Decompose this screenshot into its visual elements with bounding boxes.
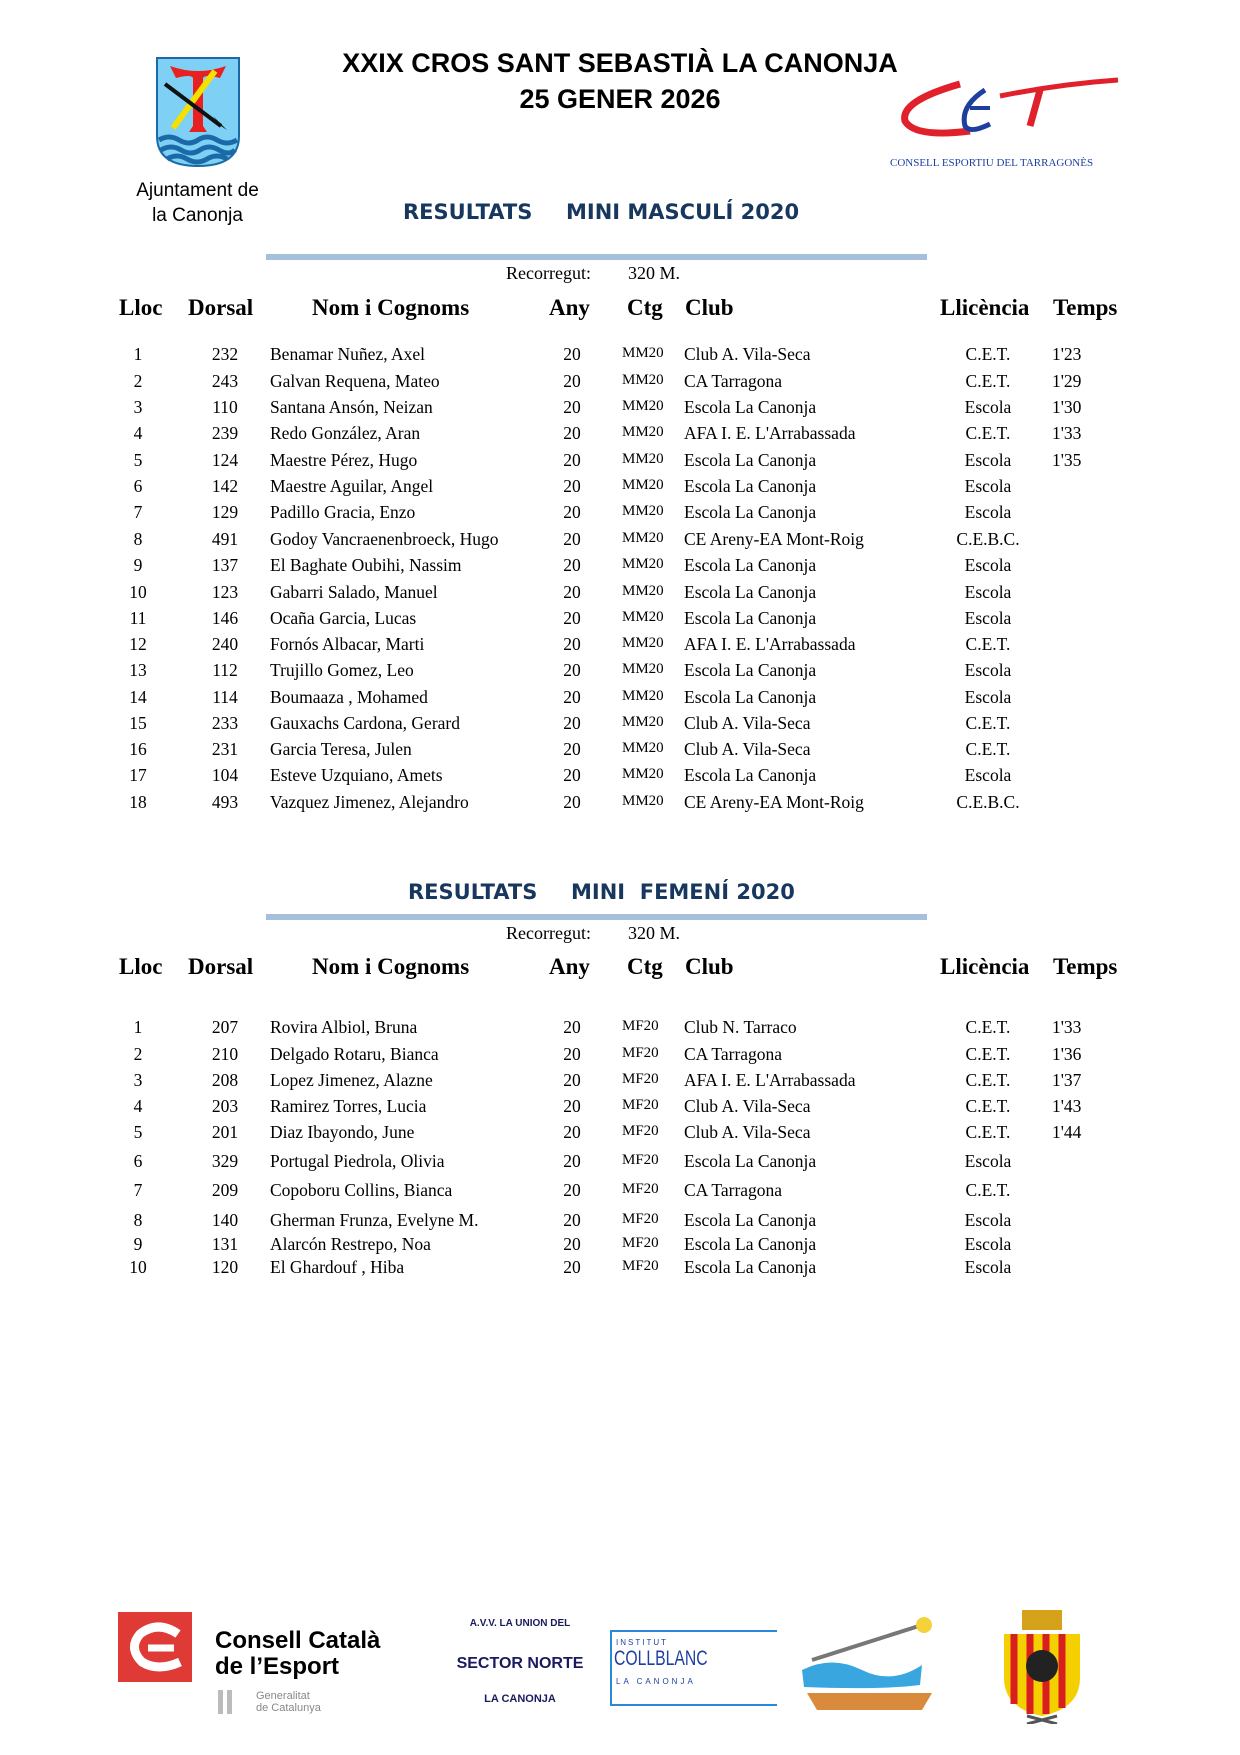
cell-club: CA Tarragona — [684, 1180, 783, 1200]
cell-category: MF20 — [622, 1181, 659, 1197]
column-header-dorsal: Dorsal — [188, 295, 254, 320]
cell-athlete-name: Redo González, Aran — [270, 423, 421, 443]
column-header-club: Club — [685, 954, 734, 979]
cell-category: MM20 — [622, 372, 664, 388]
cell-club: Club A. Vila-Seca — [684, 1122, 811, 1142]
sector-norte-mid: SECTOR NORTE — [456, 1655, 584, 1672]
cell-place: 15 — [129, 713, 147, 733]
cell-year: 20 — [563, 1180, 581, 1200]
table-row — [0, 687, 1240, 711]
cell-category: MM20 — [622, 583, 664, 599]
cell-time: 1'33 — [1052, 1017, 1082, 1037]
cell-club: Escola La Canonja — [684, 582, 817, 602]
cell-year: 20 — [563, 713, 581, 733]
cell-category: MM20 — [622, 661, 664, 677]
column-header-ctg: Ctg — [627, 295, 663, 320]
cell-bib: 493 — [211, 792, 239, 812]
cell-license: Escola — [964, 1257, 1012, 1277]
route-label: Recorregut: — [506, 263, 591, 283]
cell-club: Escola La Canonja — [684, 1210, 817, 1230]
cell-club: AFA I. E. L'Arrabassada — [684, 423, 856, 443]
cell-place: 2 — [133, 371, 143, 391]
cell-category: MM20 — [622, 766, 664, 782]
cell-time: 1'37 — [1052, 1070, 1082, 1090]
section-label: RESULTATS — [408, 880, 538, 904]
cell-athlete-name: Boumaaza , Mohamed — [270, 687, 428, 707]
column-header-club: Club — [685, 295, 734, 320]
cell-place: 5 — [133, 450, 143, 470]
cell-license: C.E.T. — [965, 423, 1011, 443]
column-header-lloc: Lloc — [119, 954, 163, 979]
cell-year: 20 — [563, 529, 581, 549]
cell-year: 20 — [563, 1017, 581, 1037]
cell-bib: 110 — [212, 397, 238, 417]
collblanc-bottom: LA CANONJA — [616, 1677, 696, 1686]
cell-year: 20 — [563, 608, 581, 628]
cell-year: 20 — [563, 555, 581, 575]
cell-place: 10 — [129, 582, 147, 602]
cell-license: Escola — [964, 502, 1012, 522]
cell-club: Escola La Canonja — [684, 1257, 817, 1277]
cell-place: 3 — [133, 397, 143, 417]
cell-license: C.E.B.C. — [956, 529, 1020, 549]
cell-bib: 491 — [211, 529, 239, 549]
cell-place: 17 — [129, 765, 147, 785]
cell-athlete-name: Maestre Pérez, Hugo — [270, 450, 418, 470]
section-divider — [266, 254, 927, 260]
cell-category: MM20 — [622, 609, 664, 625]
cell-place: 7 — [133, 1180, 143, 1200]
cell-year: 20 — [563, 344, 581, 364]
cell-place: 3 — [133, 1070, 143, 1090]
cell-category: MM20 — [622, 793, 664, 809]
cell-club: Escola La Canonja — [684, 502, 817, 522]
column-header-llicencia: Llicència — [940, 295, 1030, 320]
cell-place: 18 — [129, 792, 147, 812]
cell-place: 1 — [133, 344, 143, 364]
consell-line1: Consell Català — [215, 1627, 381, 1654]
column-header-dorsal: Dorsal — [188, 954, 254, 979]
collblanc-mid: COLLBLANC — [614, 1647, 708, 1670]
cell-athlete-name: Delgado Rotaru, Bianca — [270, 1044, 439, 1064]
column-header-temps: Temps — [1053, 295, 1118, 320]
cell-category: MF20 — [622, 1235, 659, 1251]
cell-license: Escola — [964, 476, 1012, 496]
cell-license: C.E.T. — [965, 371, 1011, 391]
cell-year: 20 — [563, 1122, 581, 1142]
cell-bib: 142 — [211, 476, 239, 496]
cell-category: MM20 — [622, 740, 664, 756]
canonja-emblem-logo — [792, 1615, 942, 1715]
table-row — [0, 529, 1240, 553]
cell-club: Escola La Canonja — [684, 450, 817, 470]
cell-license: C.E.T. — [965, 1017, 1011, 1037]
section-label: RESULTATS — [403, 200, 533, 224]
cell-category: MF20 — [622, 1258, 659, 1274]
cell-place: 6 — [133, 1151, 143, 1171]
cell-club: Escola La Canonja — [684, 397, 817, 417]
cell-category: MF20 — [622, 1045, 659, 1061]
cell-year: 20 — [563, 660, 581, 680]
cell-year: 20 — [563, 502, 581, 522]
cell-club: Escola La Canonja — [684, 608, 817, 628]
column-header-name: Nom i Cognoms — [312, 295, 470, 320]
cell-club: Escola La Canonja — [684, 555, 817, 575]
cell-category: MF20 — [622, 1211, 659, 1227]
cell-license: Escola — [964, 397, 1012, 417]
cell-bib: 203 — [211, 1096, 239, 1116]
cell-license: Escola — [964, 1210, 1012, 1230]
cell-place: 8 — [133, 1210, 143, 1230]
table-row — [0, 371, 1240, 395]
cell-bib: 240 — [211, 634, 239, 654]
table-row — [0, 582, 1240, 606]
cell-athlete-name: Portugal Piedrola, Olivia — [270, 1151, 445, 1171]
cell-place: 11 — [129, 608, 147, 628]
cell-year: 20 — [563, 687, 581, 707]
cell-year: 20 — [563, 739, 581, 759]
cell-bib: 120 — [211, 1257, 239, 1277]
collblanc-logo — [610, 1630, 777, 1706]
consell-catala-text — [215, 1628, 380, 1680]
cell-place: 2 — [133, 1044, 143, 1064]
cell-license: C.E.T. — [965, 739, 1011, 759]
cell-bib: 209 — [211, 1180, 239, 1200]
cell-year: 20 — [563, 792, 581, 812]
table-row — [0, 476, 1240, 500]
cell-athlete-name: Galvan Requena, Mateo — [270, 371, 440, 391]
cell-category: MM20 — [622, 635, 664, 651]
cell-category: MM20 — [622, 424, 664, 440]
collblanc-top: INSTITUT — [616, 1638, 668, 1647]
cell-bib: 140 — [211, 1210, 239, 1230]
cell-license: C.E.T. — [965, 713, 1011, 733]
cell-athlete-name: Diaz Ibayondo, June — [270, 1122, 415, 1142]
cell-club: AFA I. E. L'Arrabassada — [684, 1070, 856, 1090]
cell-place: 12 — [129, 634, 147, 654]
table-row — [0, 1070, 1240, 1094]
cell-athlete-name: Ocaña Garcia, Lucas — [270, 608, 417, 628]
column-header-temps: Temps — [1053, 954, 1118, 979]
table-row — [0, 1122, 1240, 1146]
cell-license: C.E.T. — [965, 1044, 1011, 1064]
sector-norte-bottom: LA CANONJA — [484, 1693, 556, 1705]
cell-athlete-name: Benamar Nuñez, Axel — [270, 344, 426, 364]
cell-license: C.E.T. — [965, 1096, 1011, 1116]
cell-year: 20 — [563, 450, 581, 470]
cell-bib: 207 — [211, 1017, 239, 1037]
cell-place: 9 — [133, 1234, 143, 1254]
cell-category: MM20 — [622, 688, 664, 704]
cell-category: MF20 — [622, 1097, 659, 1113]
cell-bib: 210 — [211, 1044, 239, 1064]
cell-bib: 123 — [211, 582, 239, 602]
cell-license: C.E.T. — [965, 1180, 1011, 1200]
table-row — [0, 397, 1240, 421]
cell-license: Escola — [964, 660, 1012, 680]
table-row — [0, 634, 1240, 658]
column-header-lloc: Lloc — [119, 295, 163, 320]
document-title: XXIX CROS SANT SEBASTIÀ LA CANONJA — [342, 48, 898, 78]
cell-athlete-name: Santana Ansón, Neizan — [270, 397, 433, 417]
table-row — [0, 1234, 1240, 1258]
cell-year: 20 — [563, 476, 581, 496]
generalitat-line1: Generalitat — [256, 1690, 310, 1702]
cell-bib: 243 — [211, 371, 239, 391]
cell-time: 1'23 — [1052, 344, 1082, 364]
cell-club: CE Areny-EA Mont-Roig — [684, 792, 864, 812]
column-header-any: Any — [549, 295, 590, 320]
cell-club: CA Tarragona — [684, 1044, 783, 1064]
cell-club: AFA I. E. L'Arrabassada — [684, 634, 856, 654]
column-header-llicencia: Llicència — [940, 954, 1030, 979]
table-row — [0, 1151, 1240, 1175]
cell-club: Club A. Vila-Seca — [684, 344, 811, 364]
cet-logo — [890, 76, 1130, 172]
table-row — [0, 765, 1240, 789]
route-label: Recorregut: — [506, 923, 591, 943]
table-row — [0, 792, 1240, 816]
cell-year: 20 — [563, 634, 581, 654]
cell-athlete-name: Gauxachs Cardona, Gerard — [270, 713, 460, 733]
column-header-ctg: Ctg — [627, 954, 663, 979]
cell-license: Escola — [964, 1234, 1012, 1254]
cell-category: MM20 — [622, 345, 664, 361]
cell-athlete-name: Trujillo Gomez, Leo — [270, 660, 414, 680]
cell-category: MM20 — [622, 503, 664, 519]
section-category: MINI MASCULÍ 2020 — [566, 200, 800, 224]
cell-athlete-name: Vazquez Jimenez, Alejandro — [270, 792, 469, 812]
cell-place: 10 — [129, 1257, 147, 1277]
cell-place: 7 — [133, 502, 143, 522]
cell-license: C.E.T. — [965, 1122, 1011, 1142]
table-row — [0, 1044, 1240, 1068]
cell-athlete-name: Gabarri Salado, Manuel — [270, 582, 438, 602]
cell-club: Escola La Canonja — [684, 1234, 817, 1254]
cell-year: 20 — [563, 1044, 581, 1064]
cell-bib: 129 — [211, 502, 239, 522]
cell-club: Club A. Vila-Seca — [684, 1096, 811, 1116]
column-header-any: Any — [549, 954, 590, 979]
cell-club: Club A. Vila-Seca — [684, 739, 811, 759]
cell-bib: 201 — [211, 1122, 239, 1142]
coat-of-arms-logo — [992, 1608, 1092, 1724]
cell-license: Escola — [964, 555, 1012, 575]
column-header-name: Nom i Cognoms — [312, 954, 470, 979]
cell-category: MM20 — [622, 530, 664, 546]
cell-athlete-name: Rovira Albiol, Bruna — [270, 1017, 418, 1037]
cell-category: MM20 — [622, 398, 664, 414]
ajuntament-text-line1: Ajuntament de — [136, 180, 259, 201]
table-row — [0, 450, 1240, 474]
cell-time: 1'43 — [1052, 1096, 1082, 1116]
cell-year: 20 — [563, 1234, 581, 1254]
table-row — [0, 1257, 1240, 1281]
cell-bib: 231 — [211, 739, 239, 759]
cell-time: 1'30 — [1052, 397, 1082, 417]
cell-license: Escola — [964, 765, 1012, 785]
consell-line2: de l’Esport — [215, 1653, 340, 1680]
cell-athlete-name: Alarcón Restrepo, Noa — [270, 1234, 431, 1254]
table-row — [0, 713, 1240, 737]
ajuntament-text-line2: la Canonja — [152, 205, 243, 226]
cell-category: MM20 — [622, 556, 664, 572]
cell-athlete-name: Fornós Albacar, Marti — [270, 634, 425, 654]
table-row — [0, 660, 1240, 684]
cell-time: 1'36 — [1052, 1044, 1082, 1064]
cell-club: Club A. Vila-Seca — [684, 713, 811, 733]
ajuntament-shield-logo — [155, 56, 241, 168]
table-row — [0, 739, 1240, 763]
cell-athlete-name: Gherman Frunza, Evelyne M. — [270, 1210, 479, 1230]
generalitat-logo — [218, 1690, 321, 1714]
cell-bib: 124 — [211, 450, 239, 470]
cell-category: MF20 — [622, 1018, 659, 1034]
table-row — [0, 1180, 1240, 1204]
cell-license: C.E.T. — [965, 344, 1011, 364]
cell-category: MM20 — [622, 477, 664, 493]
cell-place: 1 — [133, 1017, 143, 1037]
table-row — [0, 608, 1240, 632]
cell-place: 6 — [133, 476, 143, 496]
table-row — [0, 1017, 1240, 1041]
cell-category: MF20 — [622, 1152, 659, 1168]
cell-club: Escola La Canonja — [684, 476, 817, 496]
cell-license: Escola — [964, 450, 1012, 470]
cell-athlete-name: Garcia Teresa, Julen — [270, 739, 412, 759]
cell-category: MF20 — [622, 1071, 659, 1087]
cell-place: 5 — [133, 1122, 143, 1142]
cell-bib: 112 — [212, 660, 238, 680]
cell-athlete-name: El Baghate Oubihi, Nassim — [270, 555, 462, 575]
route-value: 320 M. — [628, 263, 681, 283]
cell-category: MF20 — [622, 1123, 659, 1139]
cell-year: 20 — [563, 1096, 581, 1116]
table-row — [0, 1210, 1240, 1234]
cell-club: Escola La Canonja — [684, 687, 817, 707]
cell-year: 20 — [563, 1070, 581, 1090]
cell-bib: 239 — [211, 423, 239, 443]
cell-year: 20 — [563, 1151, 581, 1171]
cell-place: 8 — [133, 529, 143, 549]
section-category: MINI FEMENÍ 2020 — [571, 880, 795, 904]
cell-year: 20 — [563, 1210, 581, 1230]
cell-license: C.E.B.C. — [956, 792, 1020, 812]
cell-club: Escola La Canonja — [684, 660, 817, 680]
cell-athlete-name: Maestre Aguilar, Angel — [270, 476, 434, 496]
table-row — [0, 555, 1240, 579]
cell-time: 1'29 — [1052, 371, 1082, 391]
sector-norte-top: A.V.V. LA UNION DEL — [469, 1618, 571, 1629]
cell-year: 20 — [563, 1257, 581, 1277]
cell-athlete-name: Copoboru Collins, Bianca — [270, 1180, 453, 1200]
cell-athlete-name: Godoy Vancraenenbroeck, Hugo — [270, 529, 499, 549]
cell-year: 20 — [563, 397, 581, 417]
cell-license: Escola — [964, 687, 1012, 707]
cell-place: 14 — [129, 687, 147, 707]
route-value: 320 M. — [628, 923, 681, 943]
cell-athlete-name: Esteve Uzquiano, Amets — [270, 765, 443, 785]
cell-club: Escola La Canonja — [684, 765, 817, 785]
cell-athlete-name: El Ghardouf , Hiba — [270, 1257, 405, 1277]
cell-club: CE Areny-EA Mont-Roig — [684, 529, 864, 549]
cell-bib: 233 — [211, 713, 239, 733]
cell-bib: 146 — [211, 608, 239, 628]
cell-bib: 131 — [211, 1234, 239, 1254]
cell-license: C.E.T. — [965, 634, 1011, 654]
cell-bib: 329 — [211, 1151, 239, 1171]
cell-athlete-name: Padillo Gracia, Enzo — [270, 502, 416, 522]
cell-place: 16 — [129, 739, 147, 759]
cell-bib: 232 — [211, 344, 239, 364]
cell-bib: 114 — [212, 687, 238, 707]
cell-bib: 208 — [211, 1070, 239, 1090]
consell-catala-logo-mark — [118, 1612, 192, 1682]
table-row — [0, 502, 1240, 526]
cell-club: Club N. Tarraco — [684, 1017, 797, 1037]
cell-time: 1'44 — [1052, 1122, 1082, 1142]
cell-year: 20 — [563, 765, 581, 785]
sector-norte-logo — [455, 1612, 585, 1722]
cell-athlete-name: Ramirez Torres, Lucia — [270, 1096, 427, 1116]
cell-athlete-name: Lopez Jimenez, Alazne — [270, 1070, 433, 1090]
cell-bib: 104 — [211, 765, 239, 785]
cell-place: 4 — [133, 1096, 143, 1116]
cell-category: MM20 — [622, 451, 664, 467]
cell-place: 4 — [133, 423, 143, 443]
cell-license: Escola — [964, 1151, 1012, 1171]
cell-place: 13 — [129, 660, 147, 680]
cell-club: Escola La Canonja — [684, 1151, 817, 1171]
table-row — [0, 423, 1240, 447]
cell-bib: 137 — [211, 555, 239, 575]
cell-time: 1'33 — [1052, 423, 1082, 443]
cell-license: Escola — [964, 608, 1012, 628]
cell-year: 20 — [563, 423, 581, 443]
table-row — [0, 1096, 1240, 1120]
generalitat-line2: de Catalunya — [256, 1702, 321, 1714]
cell-time: 1'35 — [1052, 450, 1082, 470]
cell-club: CA Tarragona — [684, 371, 783, 391]
cell-year: 20 — [563, 371, 581, 391]
cell-license: Escola — [964, 582, 1012, 602]
document-date: 25 GENER 2026 — [519, 84, 721, 114]
cet-logo-text: CONSELL ESPORTIU DEL TARRAGONÈS — [890, 157, 1094, 169]
table-row — [0, 344, 1240, 368]
cell-year: 20 — [563, 582, 581, 602]
section-divider — [266, 914, 927, 920]
cell-license: C.E.T. — [965, 1070, 1011, 1090]
cell-category: MM20 — [622, 714, 664, 730]
cell-place: 9 — [133, 555, 143, 575]
